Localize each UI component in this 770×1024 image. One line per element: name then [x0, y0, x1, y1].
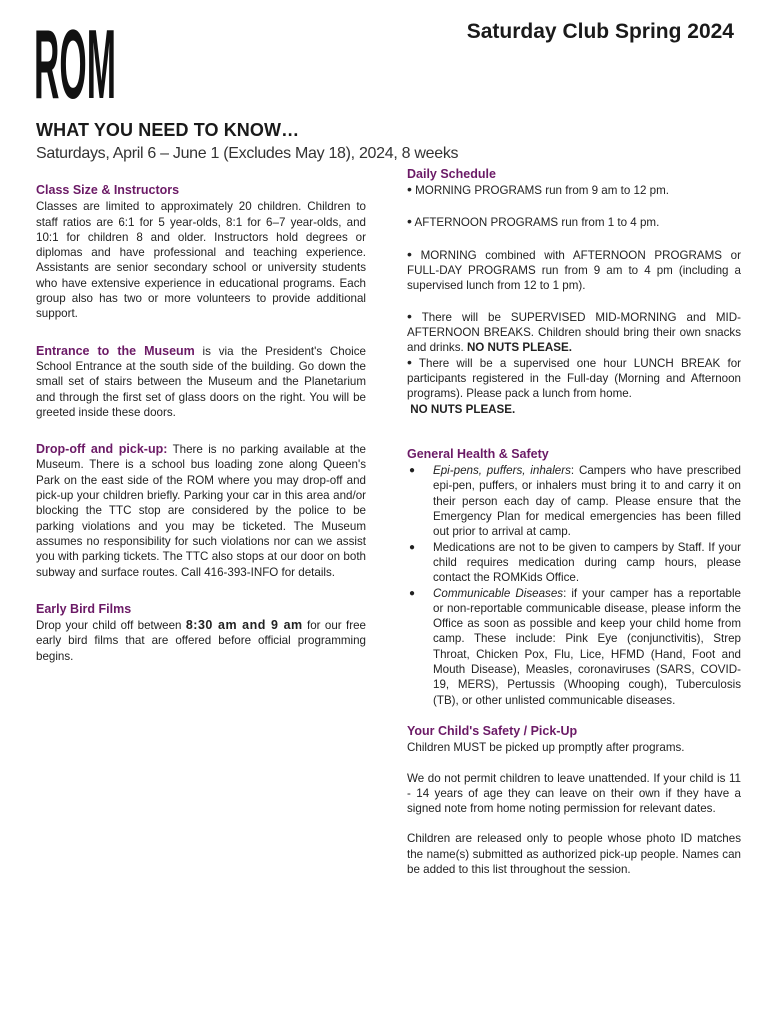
bullet-icon: ● — [409, 541, 416, 553]
dropoff-heading: Drop-off and pick-up: — [36, 442, 168, 457]
early-bird-time: 8:30 am and 9 am — [185, 618, 303, 633]
epi-pens-text: : Campers who have prescribed epi-pen, puffers, or inhalers must bring it to and carry it on their person each day of camp. Please ensure that the Emergency Plan for medical emergencies has been filled out prior to arrival at camp. — [433, 464, 741, 539]
early-bird-text-start: Drop your child off between — [36, 619, 186, 633]
epi-pens-label: Epi-pens, puffers, inhalers — [433, 464, 571, 478]
pickup-text-2: We do not permit children to leave unattended. If your child is 11 - 14 years of age they can leave on their own if they have a signed note from home noting permission for relevant dates. — [407, 771, 741, 816]
early-bird-text-end: for our free early bird films that are offered before official programming begins. — [36, 619, 366, 663]
entrance-section — [36, 344, 366, 420]
main-heading: WHAT YOU NEED TO KNOW… — [36, 120, 300, 140]
dropoff-text: There is no parking available at the Museum. There is a school bus loading zone along Queen's Park on the east side of the ROM where you may drop-off and pick-up your children briefly. Parking your car in this area and/or blocking the TTC stop are considered by the police to be parking violations and you may be ticketed. The Museum assumes no responsibility for such violations nor can we assist you with parking tickets. The TTC also stops at our door on both subway and surface routes. Call 416-393-INFO for details. — [36, 443, 366, 579]
early-bird-heading: Early Bird Films — [36, 601, 132, 616]
bullet-icon: ● — [409, 587, 416, 599]
bullet-icon: • — [407, 353, 412, 370]
breaks-text: There will be SUPERVISED MID-MORNING and MID-AFTERNOON BREAKS. Children should bring their own snacks and drinks. — [407, 310, 741, 355]
pickup-section — [407, 724, 741, 877]
bullet-icon: • — [407, 181, 412, 198]
daily-schedule-section — [407, 167, 741, 417]
breaks-no-nuts: NO NUTS PLEASE. — [466, 341, 572, 355]
pickup-heading: Your Child's Safety / Pick-Up — [407, 723, 578, 738]
morning-programs-text: MORNING PROGRAMS run from 9 am to 12 pm. — [415, 184, 669, 198]
class-size-heading: Class Size & Instructors — [36, 183, 180, 197]
pickup-text-1: Children MUST be picked up promptly after programs. — [407, 741, 685, 755]
bullet-icon: ● — [409, 465, 416, 477]
dropoff-section — [36, 442, 366, 580]
rom-logo — [34, 9, 118, 119]
rom-logo-text: ROM — [34, 9, 116, 119]
early-bird-section — [36, 602, 366, 664]
health-safety-list — [407, 463, 741, 708]
bullet-icon: • — [407, 307, 412, 324]
list-item — [407, 540, 741, 586]
communicable-diseases-label: Communicable Diseases — [433, 586, 564, 600]
bullet-icon: • — [407, 212, 412, 229]
lunch-no-nuts: NO NUTS PLEASE. — [410, 402, 516, 416]
health-safety-heading: General Health & Safety — [407, 446, 549, 461]
entrance-heading: Entrance to the Museum — [36, 343, 195, 358]
medications-text: Medications are not to be given to campers by Staff. If your child requires medication during camp hours, please contact the ROMKids Office. — [433, 540, 741, 585]
daily-schedule-heading: Daily Schedule — [407, 167, 496, 181]
list-item — [407, 463, 741, 539]
full-day-programs-text: MORNING combined with AFTERNOON PROGRAMS or FULL-DAY PROGRAMS run from 9 am to 4 pm (including a supervised lunch from 12 to 1 pm). — [407, 248, 741, 293]
pickup-text-3: Children are released only to people whose photo ID matches the name(s) submitted as authorized pick-up people. Names can be added to this list throughout the session. — [407, 832, 741, 876]
list-item — [407, 586, 741, 708]
document-title: Saturday Club Spring 2024 — [466, 20, 734, 43]
health-safety-section — [407, 447, 741, 708]
class-size-section — [36, 183, 366, 322]
entrance-text: is via the President's Choice School Entrance at the south side of the building. Go down the small set of stairs between the Museum and the Planetarium and through the first set of glass doors on the right. You will be greeted inside these doors. — [36, 344, 366, 419]
communicable-diseases-text: : if your camper has a reportable or non-reportable communicable disease, please inform the Office as soon as possible and keep your child home from camp. These include: Pink Eye (conjunctivitis), Strep Throat, Chicken Pox, Flu, Lice, HFMD (Hand, Foot and Mouth Disease), Measles, coronaviruses (SARS, COVID-19, MERS), Pertussis (Whooping cough), Tuberculosis (TB), or other unlisted communicable diseases. — [433, 586, 742, 707]
right-column — [407, 167, 741, 892]
class-size-text: Classes are limited to approximately 20 children. Children to staff ratios are 6:1 for 5 year-olds, 8:1 for 6–7 year-olds, and 10:1 for children 8 and older. Instructors hold degrees or diplomas and have professional and teaching experience. Assistants are senior secondary school or university students who have extensive experience in educational programs. Each group also has two or more volunteers to provide additional support. — [36, 200, 366, 321]
session-dates: Saturdays, April 6 – June 1 (Excludes May 18), 2024, 8 weeks — [36, 145, 459, 162]
left-column — [36, 183, 366, 686]
afternoon-programs-text: AFTERNOON PROGRAMS run from 1 to 4 pm. — [414, 215, 660, 229]
lunch-break-text: There will be a supervised one hour LUNCH BREAK for participants registered in the Full-day (Morning and Afternoon programs). Please pack a lunch from home. — [407, 356, 742, 401]
bullet-icon: • — [407, 245, 412, 262]
